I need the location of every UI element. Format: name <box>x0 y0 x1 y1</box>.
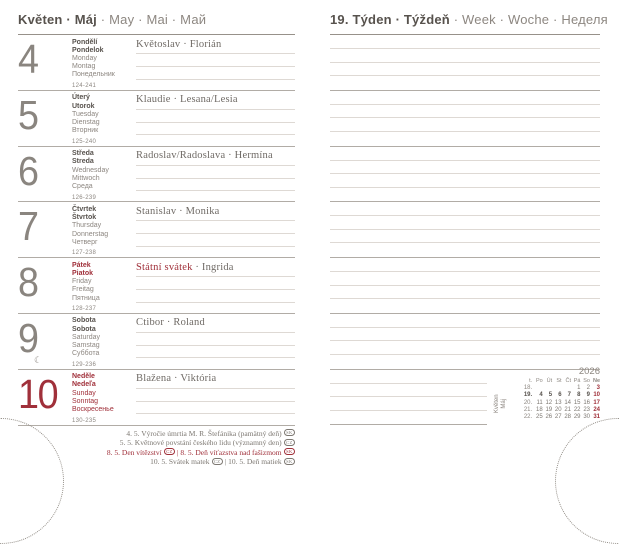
calendar-day-sunday: 3 <box>596 385 600 392</box>
day-entry-area[interactable] <box>136 91 295 146</box>
calendar-day-sunday: 17 <box>593 399 600 406</box>
month-header <box>18 12 295 35</box>
notes-block[interactable] <box>330 91 600 147</box>
writing-line <box>136 276 295 277</box>
day-name-de: Mittwoch <box>72 174 100 182</box>
writing-line <box>330 173 600 174</box>
calendar-day: 12 <box>545 399 553 406</box>
day-row-saturday <box>18 314 295 370</box>
day-name-en: Wednesday <box>72 166 109 174</box>
writing-line <box>136 53 295 54</box>
day-name-de: Donnerstag <box>72 230 109 238</box>
writing-line <box>330 271 600 272</box>
weekday-header: Út <box>546 377 553 384</box>
day-name-cz: Sobota <box>72 317 96 325</box>
day-name-labels <box>72 258 136 313</box>
week-header-secondary: · Week · Woche · Неделя <box>449 12 608 27</box>
writing-line <box>330 48 600 49</box>
country-badge-cz: CZ <box>212 458 223 465</box>
week-col-header: t. <box>529 377 533 384</box>
day-name-de: Freitag <box>72 286 94 294</box>
week-header <box>330 12 608 35</box>
calendar-day: 6 <box>558 392 562 399</box>
day-name-cz: Čtvrtek <box>72 205 97 213</box>
mini-calendar-month-label <box>494 387 508 421</box>
writing-line <box>330 327 600 328</box>
writing-line <box>330 104 600 105</box>
calendar-day: 13 <box>554 399 562 406</box>
day-of-year: 130-235 <box>72 417 97 424</box>
calendar-day: 5 <box>548 392 553 399</box>
day-name-ru: Воскресенье <box>72 406 114 414</box>
holiday-label: Státní svátek <box>136 261 193 273</box>
week-header-primary: 19. Týden · Týždeň <box>330 12 450 27</box>
writing-line <box>330 131 600 132</box>
day-name-de: Montag <box>72 63 96 71</box>
day-row-sunday <box>18 370 295 426</box>
day-name-cz: Středa <box>72 150 94 158</box>
calendar-day-sunday: 24 <box>593 406 600 413</box>
note-text: 4. 5. Výročie úmrtia M. R. Štefánika (pamätný deň) <box>126 428 282 438</box>
calendar-day: 19 <box>545 406 553 413</box>
day-name-cz: Pátek <box>72 261 91 269</box>
writing-line <box>136 401 295 402</box>
calendar-day <box>533 385 543 392</box>
notes-block[interactable] <box>330 314 600 370</box>
day-entry-area[interactable] <box>136 314 295 369</box>
calendar-day: 21 <box>564 406 571 413</box>
week-number: 19. <box>523 392 533 399</box>
day-name-sk: Piatok <box>72 269 94 277</box>
writing-line <box>136 134 295 135</box>
writing-line <box>136 233 295 234</box>
calendar-day: 18 <box>536 406 543 413</box>
holiday-note-line <box>18 429 295 439</box>
day-of-year: 127-238 <box>72 250 97 257</box>
day-name-en: Thursday <box>72 222 102 230</box>
day-name-ru: Пятница <box>72 294 100 302</box>
day-name-labels <box>72 147 136 202</box>
day-number: 4 <box>18 36 38 82</box>
day-name-sk: Utorok <box>72 102 95 110</box>
nameday-label: · Ingrida <box>192 261 234 273</box>
day-name-de: Sonntag <box>72 397 99 405</box>
writing-line <box>136 122 295 123</box>
writing-line <box>136 190 295 191</box>
writing-line <box>136 178 295 179</box>
calendar-week-row <box>520 407 600 414</box>
day-entry-area[interactable] <box>136 370 295 425</box>
day-number: 5 <box>18 91 38 138</box>
calendar-day: 20 <box>554 406 562 413</box>
day-name-en: Friday <box>72 278 92 286</box>
day-name-labels <box>72 314 136 369</box>
calendar-day: 25 <box>536 414 543 421</box>
calendar-day: 2 <box>586 385 590 392</box>
notes-block[interactable] <box>330 365 600 425</box>
day-of-year: 128-237 <box>72 306 97 313</box>
day-number: 8 <box>18 259 38 306</box>
day-name-ru: Вторник <box>72 127 99 135</box>
month-header-secondary: · May · Mai · Май <box>96 12 207 27</box>
day-name-ru: Суббота <box>72 350 100 358</box>
country-badge-sk: SK <box>284 429 295 436</box>
writing-line <box>330 215 600 216</box>
day-name-en: Sunday <box>72 389 96 397</box>
day-name-labels <box>72 202 136 257</box>
day-of-year: 126-239 <box>72 194 97 201</box>
mini-calendar-year: 2026 <box>578 365 600 377</box>
day-name-sk: Streda <box>72 158 94 166</box>
writing-line <box>136 289 295 290</box>
writing-line <box>330 424 487 425</box>
day-name-ru: Среда <box>72 182 93 190</box>
writing-line <box>136 388 295 389</box>
day-name-en: Saturday <box>72 333 101 341</box>
calendar-day: 22 <box>573 406 581 413</box>
calendar-day: 29 <box>573 414 581 421</box>
calendar-day <box>552 385 561 392</box>
note-text: 8. 5. Den vítězství <box>106 447 162 457</box>
day-name-ru: Четверг <box>72 238 98 246</box>
day-row-tuesday <box>18 91 295 147</box>
day-name-sk: Pondelok <box>72 46 104 54</box>
writing-line <box>330 75 600 76</box>
calendar-week-row <box>520 400 600 407</box>
day-of-year: 125-240 <box>72 138 97 145</box>
writing-line <box>330 340 600 341</box>
writing-line <box>136 79 295 80</box>
country-badge-cz: CZ <box>284 439 295 446</box>
calendar-day-sunday: 10 <box>593 392 600 399</box>
writing-line <box>136 66 295 67</box>
notes-block[interactable] <box>330 202 600 258</box>
note-text: 5. 5. Květnové povstání českého lidu (významný den) <box>119 438 282 448</box>
writing-line <box>330 298 600 299</box>
writing-line <box>330 354 600 355</box>
calendar-day: 15 <box>573 399 581 406</box>
day-name-sk: Štvrtok <box>72 214 97 222</box>
writing-line <box>330 187 600 188</box>
calendar-day: 11 <box>536 399 543 406</box>
writing-line <box>330 117 600 118</box>
calendar-week-row <box>520 385 600 392</box>
note-text: | 10. 5. Deň matiek <box>222 457 282 467</box>
day-row-wednesday <box>18 147 295 203</box>
week-number: 20. <box>523 399 533 406</box>
day-of-year: 124-241 <box>72 83 97 90</box>
day-entry-area[interactable] <box>136 147 295 202</box>
nameday-label: Klaudie · Lesana/Lesia <box>136 94 238 106</box>
writing-line <box>330 62 600 63</box>
weekday-header: Po <box>535 377 543 384</box>
day-name-ru: Понедельник <box>72 71 115 79</box>
calendar-day: 14 <box>564 399 571 406</box>
weekday-header: So <box>583 377 590 384</box>
nameday-label: Ctibor · Roland <box>136 317 205 329</box>
week-number: 22. <box>523 414 533 421</box>
writing-line <box>136 345 295 346</box>
day-name-cz: Úterý <box>72 94 90 102</box>
day-name-cz: Pondělí <box>72 38 98 46</box>
writing-line <box>330 285 600 286</box>
notes-block[interactable] <box>330 147 600 203</box>
right-notes-page <box>330 12 608 425</box>
mini-calendar-header-row <box>520 378 600 385</box>
day-number: 9 <box>18 314 38 361</box>
month-header-primary: Květen · Máj <box>18 12 97 27</box>
day-row-monday <box>18 35 295 91</box>
country-badge-sk: SK <box>284 448 295 455</box>
country-badge-sk: SK <box>284 458 295 465</box>
country-badge-cz: CZ <box>164 448 175 455</box>
nameday-label: Květoslav · Florián <box>136 38 222 50</box>
notes-block[interactable] <box>330 35 600 91</box>
holiday-note-line <box>18 438 295 448</box>
day-name-sk: Nedeľa <box>72 381 96 389</box>
writing-line <box>136 332 295 333</box>
calendar-day: 9 <box>586 392 590 399</box>
nameday-label: Stanislav · Monika <box>136 205 220 217</box>
writing-line <box>136 246 295 247</box>
day-name-labels <box>72 91 136 146</box>
calendar-day: 7 <box>567 392 571 399</box>
day-name-labels <box>72 35 136 90</box>
day-name-de: Dienstag <box>72 118 100 126</box>
nameday-label: Radoslav/Radoslava · Hermína <box>136 150 273 162</box>
writing-line <box>136 302 295 303</box>
calendar-week-row-current <box>520 392 600 399</box>
holiday-note-line <box>18 448 295 458</box>
calendar-day: 27 <box>554 414 562 421</box>
calendar-day: 16 <box>583 399 590 406</box>
day-entry-area[interactable] <box>136 202 295 257</box>
calendar-day: 28 <box>564 414 571 421</box>
writing-line <box>136 220 295 221</box>
week-number: 21. <box>523 406 533 413</box>
calendar-week-row <box>520 414 600 421</box>
day-row-thursday <box>18 202 295 258</box>
weekday-header: Pá <box>573 377 581 384</box>
weekday-header: Čt <box>565 377 571 384</box>
month-label-cz: Květen <box>494 394 501 414</box>
writing-line <box>330 229 600 230</box>
mini-calendar-table <box>520 378 600 422</box>
nameday-label: Blažena · Viktória <box>136 373 217 385</box>
calendar-day: 30 <box>583 414 590 421</box>
mini-calendar <box>520 367 600 422</box>
note-text: | 8. 5. Deň víťazstva nad fašizmom <box>175 447 282 457</box>
day-row-friday <box>18 258 295 314</box>
day-of-year: 129-236 <box>72 362 97 368</box>
day-name-de: Samstag <box>72 342 100 350</box>
writing-line <box>330 160 600 161</box>
notes-block[interactable] <box>330 258 600 314</box>
calendar-day: 4 <box>539 392 543 399</box>
day-name-cz: Neděle <box>72 373 95 381</box>
note-text: 10. 5. Svátek matek <box>150 457 210 467</box>
day-number: 7 <box>18 203 38 250</box>
day-name-en: Monday <box>72 54 97 62</box>
day-name-sk: Sobota <box>72 325 96 333</box>
writing-line <box>330 242 600 243</box>
writing-line <box>136 413 295 414</box>
day-entry-area[interactable] <box>136 258 295 313</box>
weekday-header: St <box>556 377 562 384</box>
calendar-day: 8 <box>577 392 581 399</box>
day-entry-area[interactable] <box>136 35 295 90</box>
calendar-day-sunday: 31 <box>593 414 600 421</box>
corner-perforation-arc-right <box>555 418 619 544</box>
writing-line <box>136 109 295 110</box>
writing-line <box>330 396 487 397</box>
day-name-en: Tuesday <box>72 110 99 118</box>
writing-line <box>136 165 295 166</box>
moon-phase-icon: ☾ <box>34 354 43 365</box>
writing-line <box>330 410 487 411</box>
calendar-day: 1 <box>577 385 581 392</box>
week-number: 18. <box>523 385 533 392</box>
day-number: 6 <box>18 147 38 194</box>
calendar-day: 23 <box>583 406 590 413</box>
month-label-sk: Máj <box>501 398 507 409</box>
calendar-day <box>562 385 571 392</box>
writing-line <box>330 383 487 384</box>
writing-line <box>136 357 295 358</box>
day-number: 10 <box>18 370 58 417</box>
calendar-day: 26 <box>545 414 553 421</box>
left-diary-page <box>18 12 295 467</box>
day-name-labels <box>72 370 136 425</box>
weekday-header-sunday: Ne <box>592 377 600 384</box>
calendar-day <box>543 385 552 392</box>
